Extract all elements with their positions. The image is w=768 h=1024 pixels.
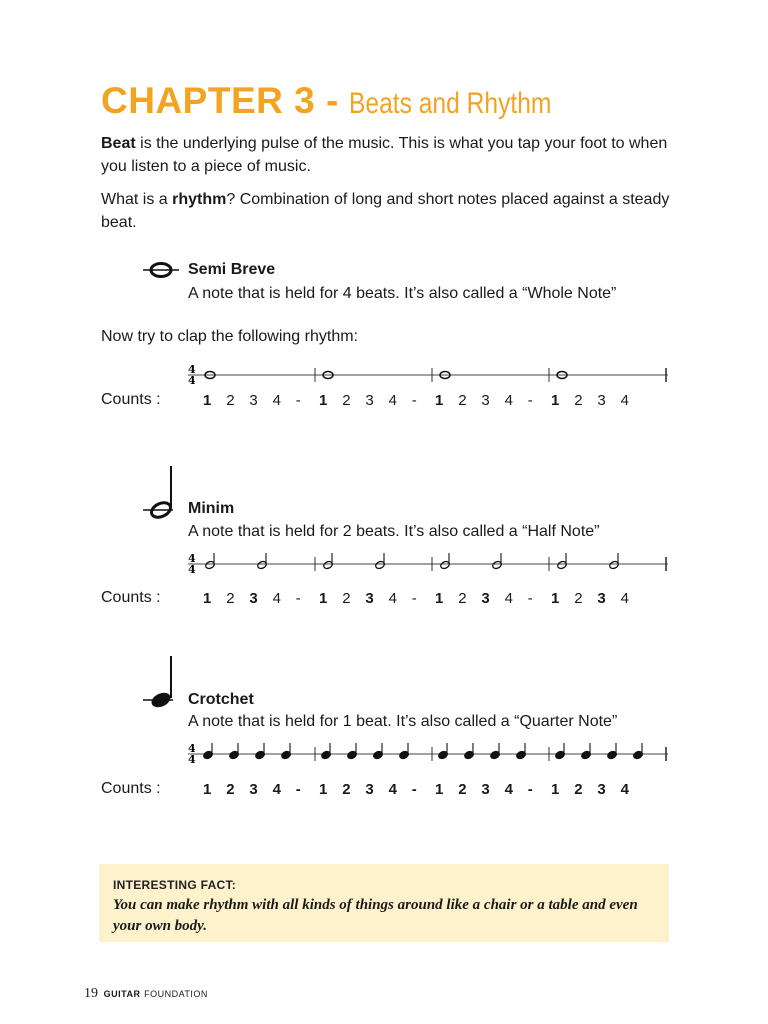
count-number: 3	[481, 590, 490, 607]
count-number: 1	[435, 781, 444, 798]
count-separator: -	[411, 392, 417, 409]
count-separator: -	[295, 590, 301, 607]
semibreve-counts-label: Counts :	[101, 391, 161, 408]
count-number: 2	[574, 781, 583, 798]
count-separator: -	[411, 590, 417, 607]
count-number: 2	[342, 781, 351, 798]
count-number: 4	[388, 781, 397, 798]
count-number: 1	[435, 392, 444, 409]
minim-counts	[203, 590, 643, 610]
rhythm-term: rhythm	[172, 191, 227, 208]
count-number: 1	[435, 590, 444, 607]
count-number: 3	[597, 781, 606, 798]
page-number: 19	[84, 986, 98, 1001]
page-footer	[84, 985, 208, 1002]
chapter-label: CHAPTER 3 -	[101, 80, 339, 121]
chapter-subtitle: Beats and Rhythm	[348, 87, 552, 120]
quarter-note-icon	[143, 654, 179, 710]
count-number: 2	[458, 392, 467, 409]
count-number: 4	[388, 392, 397, 409]
minim-desc: A note that is held for 2 beats. It’s also called a “Half Note”	[188, 523, 600, 540]
count-number: 3	[597, 590, 606, 607]
count-number: 2	[342, 392, 351, 409]
count-number: 1	[319, 781, 328, 798]
count-separator: -	[527, 590, 533, 607]
count-number: 3	[249, 392, 258, 409]
count-number: 4	[272, 392, 281, 409]
time-signature-top: 4	[188, 742, 196, 755]
count-number: 2	[226, 392, 235, 409]
half-note-icon	[143, 464, 179, 520]
count-number: 1	[551, 392, 560, 409]
footer-brand-rest: FOUNDATION	[144, 989, 208, 999]
count-number: 2	[342, 590, 351, 607]
count-number: 2	[574, 590, 583, 607]
count-number: 1	[203, 781, 212, 798]
time-signature-bottom: 4	[188, 563, 196, 576]
count-number: 3	[481, 781, 490, 798]
fact-text: You can make rhythm with all kinds of things around like a chair or a table and even your own body.	[113, 897, 638, 934]
beat-paragraph	[101, 132, 671, 178]
count-number: 3	[597, 392, 606, 409]
semibreve-counts	[203, 392, 643, 412]
time-signature-top: 4	[188, 363, 196, 376]
semibreve-name: Semi Breve	[188, 261, 276, 278]
count-number: 3	[249, 781, 258, 798]
rhythm-paragraph	[101, 188, 671, 234]
time-signature-top: 4	[188, 552, 196, 565]
count-separator: -	[411, 781, 417, 798]
clap-instruction: Now try to clap the following rhythm:	[101, 328, 358, 345]
semibreve-staff	[180, 364, 670, 388]
minim-name: Minim	[188, 500, 235, 517]
count-number: 1	[203, 392, 212, 409]
count-separator: -	[295, 392, 301, 409]
chapter-title	[101, 80, 596, 124]
minim-staff	[180, 553, 670, 577]
rhythm-text: ? Combination of long and short notes placed against a steady beat.	[101, 191, 670, 231]
count-number: 4	[504, 781, 513, 798]
minim-counts-label: Counts :	[101, 589, 161, 606]
count-number: 4	[504, 392, 513, 409]
count-number: 2	[574, 392, 583, 409]
count-number: 3	[481, 392, 490, 409]
count-number: 1	[551, 781, 560, 798]
crotchet-name: Crotchet	[188, 691, 254, 708]
count-number: 4	[620, 590, 629, 607]
crotchet-counts	[203, 781, 643, 801]
count-number: 3	[365, 590, 374, 607]
crotchet-staff	[180, 743, 670, 767]
count-number: 4	[504, 590, 513, 607]
count-separator: -	[527, 781, 533, 798]
count-number: 3	[249, 590, 258, 607]
count-number: 4	[620, 781, 629, 798]
fact-heading: INTERESTING FACT:	[113, 878, 237, 892]
crotchet-desc: A note that is held for 1 beat. It’s also called a “Quarter Note”	[188, 713, 618, 730]
beat-term: Beat	[101, 135, 136, 152]
beat-text: is the underlying pulse of the music. This is what you tap your foot to when you listen to a piece of music.	[101, 135, 668, 175]
count-separator: -	[295, 781, 301, 798]
rhythm-question: What is a	[101, 191, 173, 208]
crotchet-counts-label: Counts :	[101, 780, 161, 797]
count-number: 2	[226, 781, 235, 798]
footer-brand-bold: GUITAR	[103, 989, 141, 999]
count-number: 3	[365, 392, 374, 409]
time-signature-bottom: 4	[188, 374, 196, 387]
count-number: 4	[272, 590, 281, 607]
count-number: 3	[365, 781, 374, 798]
count-number: 4	[388, 590, 397, 607]
semibreve-desc: A note that is held for 4 beats. It’s also called a “Whole Note”	[188, 285, 617, 302]
count-separator: -	[527, 392, 533, 409]
count-number: 2	[458, 781, 467, 798]
count-number: 4	[620, 392, 629, 409]
count-number: 2	[458, 590, 467, 607]
count-number: 1	[551, 590, 560, 607]
whole-note-icon	[143, 262, 179, 278]
interesting-fact-box	[99, 864, 669, 942]
count-number: 1	[319, 392, 328, 409]
count-number: 1	[203, 590, 212, 607]
count-number: 4	[272, 781, 281, 798]
count-number: 2	[226, 590, 235, 607]
count-number: 1	[319, 590, 328, 607]
time-signature-bottom: 4	[188, 753, 196, 766]
